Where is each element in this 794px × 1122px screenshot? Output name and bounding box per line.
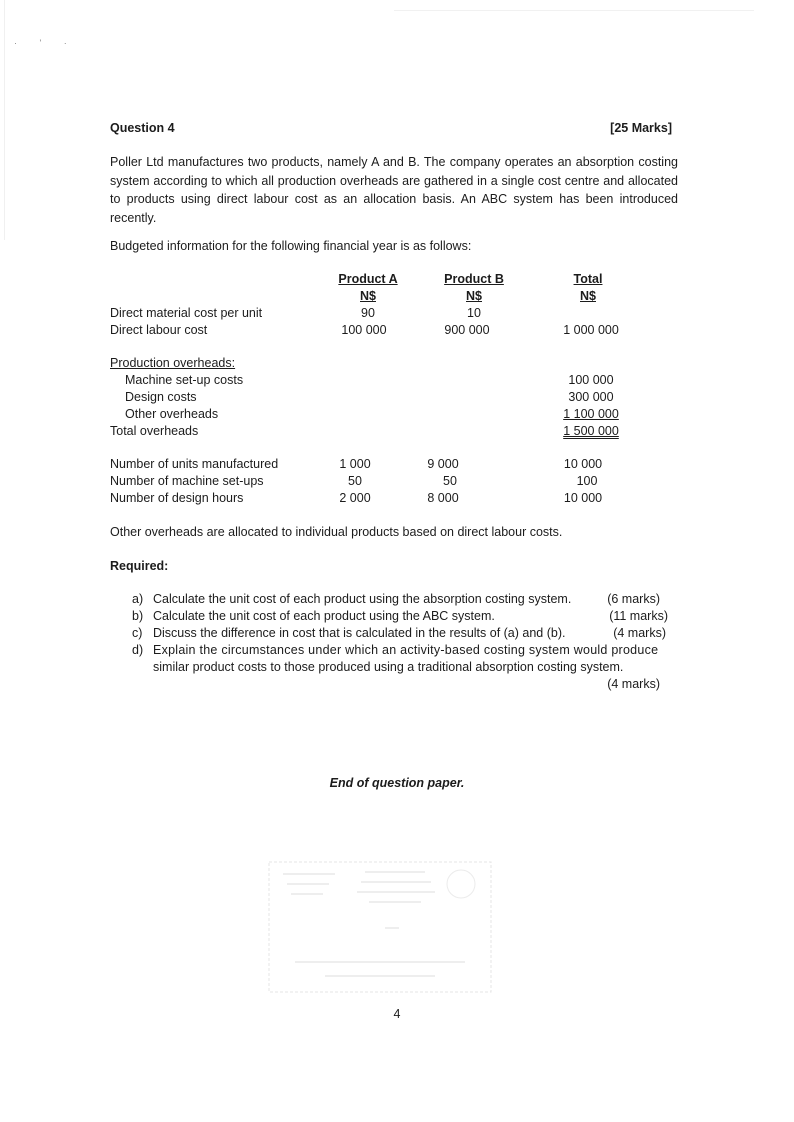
cell-total: 10 000 bbox=[563, 491, 603, 505]
cell-a: 50 bbox=[348, 474, 362, 488]
item-letter: a) bbox=[132, 592, 144, 606]
item-letter: c) bbox=[132, 626, 143, 640]
item-letter: d) bbox=[132, 643, 144, 657]
item-marks: (11 marks) bbox=[609, 609, 668, 623]
cell-b: 9 000 bbox=[427, 457, 459, 471]
currency-total: N$ bbox=[580, 289, 596, 303]
item-text: Explain the circumstances under which an activity-based costing system would produce bbox=[153, 643, 659, 657]
cell-a: 100 000 bbox=[341, 323, 387, 337]
list-item bbox=[132, 591, 678, 608]
budget-intro: Budgeted information for the following financial year is as follows: bbox=[110, 239, 472, 253]
cell-total: 100 000 bbox=[568, 373, 614, 387]
item-letter: b) bbox=[132, 609, 144, 623]
item-marks: (6 marks) bbox=[607, 592, 660, 606]
cell-total: 100 bbox=[576, 474, 598, 488]
cell-total: 1 100 000 bbox=[563, 407, 619, 421]
cell-b: 900 000 bbox=[444, 323, 490, 337]
item-marks: (4 marks) bbox=[613, 626, 666, 640]
cell-a: 2 000 bbox=[339, 491, 371, 505]
cell-a: 90 bbox=[361, 306, 375, 320]
currency-product-b: N$ bbox=[466, 289, 482, 303]
question-header bbox=[110, 121, 672, 135]
row-label: Direct labour cost bbox=[110, 323, 208, 337]
scan-specks: · ' · bbox=[14, 38, 77, 48]
page-number: 4 bbox=[393, 1007, 401, 1021]
row-label: Number of units manufactured bbox=[110, 457, 279, 471]
item-text: Calculate the unit cost of each product using the absorption costing system. bbox=[153, 592, 572, 606]
cell-b: 8 000 bbox=[427, 491, 459, 505]
header-product-a: Product A bbox=[338, 272, 398, 286]
currency-product-a: N$ bbox=[360, 289, 376, 303]
end-note: End of question paper. bbox=[329, 776, 465, 790]
scan-shadow bbox=[4, 0, 5, 240]
faded-stamp-graphic bbox=[265, 858, 495, 996]
item-text: Discuss the difference in cost that is calculated in the results of (a) and (b). bbox=[153, 626, 566, 640]
list-item bbox=[132, 642, 678, 659]
question-title: Question 4 bbox=[110, 121, 175, 135]
list-item-marks-row bbox=[132, 676, 678, 693]
header-product-b: Product B bbox=[444, 272, 504, 286]
row-label-section: Production overheads: bbox=[110, 356, 236, 370]
row-label: Other overheads bbox=[125, 407, 219, 421]
row-label: Machine set-up costs bbox=[125, 373, 244, 387]
row-label: Design costs bbox=[125, 390, 197, 404]
cell-total: 1 000 000 bbox=[563, 323, 619, 337]
item-text: similar product costs to those produced using a traditional absorption costing system. bbox=[153, 660, 624, 674]
item-text: Calculate the unit cost of each product using the ABC system. bbox=[153, 609, 495, 623]
row-label: Number of design hours bbox=[110, 491, 244, 505]
scan-rule bbox=[394, 10, 754, 11]
list-item bbox=[132, 608, 678, 625]
cell-b: 50 bbox=[443, 474, 457, 488]
cell-a: 1 000 bbox=[339, 457, 371, 471]
item-marks: (4 marks) bbox=[607, 677, 660, 691]
question-intro: Poller Ltd manufactures two products, namely A and B. The company operates an absorption costing system according to which all production overheads are gathered in a single cost centre and allocated to products using direct labour cost as an allocation basis. An ABC system has been introduced recently. bbox=[110, 155, 678, 225]
header-total: Total bbox=[573, 272, 603, 286]
row-label: Number of machine set-ups bbox=[110, 474, 264, 488]
requirements-list bbox=[132, 591, 678, 693]
required-heading: Required: bbox=[110, 559, 169, 573]
cell-total: 300 000 bbox=[568, 390, 614, 404]
cell-total: 1 500 000 bbox=[563, 424, 619, 438]
row-label: Total overheads bbox=[110, 424, 199, 438]
cell-total: 10 000 bbox=[563, 457, 603, 471]
cell-b: 10 bbox=[467, 306, 481, 320]
allocation-note: Other overheads are allocated to individual products based on direct labour costs. bbox=[110, 525, 563, 539]
list-item bbox=[132, 625, 678, 642]
list-item-continuation bbox=[132, 659, 678, 676]
question-marks: [25 Marks] bbox=[610, 121, 672, 135]
row-label: Direct material cost per unit bbox=[110, 306, 263, 320]
